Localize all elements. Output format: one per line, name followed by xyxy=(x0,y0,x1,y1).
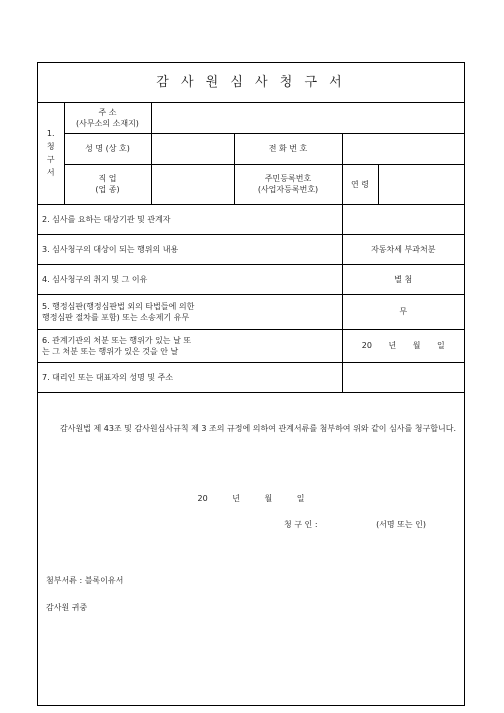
claimant-label: 청 구 인 : xyxy=(284,520,318,529)
row-name xyxy=(38,133,464,164)
prior-appeal-label: 5. 행정심판(행정심판법 외의 타법들에 의한 행정심판 절차를 포함) 또는 소송제기 유무 xyxy=(38,294,342,329)
section1-label: 1. 청 구 서 xyxy=(38,103,64,204)
target-agency-label: 2. 심사를 요하는 대상기관 및 관계자 xyxy=(38,204,342,234)
age-label: 연 령 xyxy=(342,164,378,204)
action-content-label: 3. 심사청구의 대상이 되는 행위의 내용 xyxy=(38,234,342,264)
row-job xyxy=(38,164,464,204)
job-field[interactable] xyxy=(151,164,234,204)
address-label-cell xyxy=(64,103,151,133)
form-title: 감 사 원 심 사 청 구 서 xyxy=(38,63,464,103)
phone-label: 전 화 번 호 xyxy=(234,133,342,164)
action-content-value: 자동차세 부과처분 xyxy=(342,234,464,264)
job-sub-label: (업 종) xyxy=(95,185,120,194)
form-frame xyxy=(37,62,465,706)
purpose-label: 4. 심사청구의 취지 및 그 이유 xyxy=(38,264,342,294)
target-agency-field[interactable] xyxy=(342,204,464,234)
action-date-value: 20 년 월 일 xyxy=(342,329,464,362)
id-sub-label: (사업자등록번호) xyxy=(257,185,319,194)
form-table xyxy=(38,103,464,393)
attachment-note: 첨부서류 : 블록이유서 xyxy=(46,576,124,585)
address-field[interactable] xyxy=(151,103,464,133)
row-prior-appeal xyxy=(38,294,464,329)
row-agent xyxy=(38,362,464,392)
agent-field[interactable] xyxy=(342,362,464,392)
purpose-value: 별 첨 xyxy=(342,264,464,294)
name-field[interactable] xyxy=(151,133,234,164)
agent-label: 7. 대리인 또는 대표자의 성명 및 주소 xyxy=(38,362,342,392)
action-date-label: 6. 관계기관의 처분 또는 행위가 있는 날 또 는 그 처분 또는 행위가 있은 것을 안 날 xyxy=(38,329,342,362)
addressee: 감사원 귀중 xyxy=(46,603,88,612)
row-action-date xyxy=(38,329,464,362)
phone-field[interactable] xyxy=(342,133,464,164)
row-target-agency xyxy=(38,204,464,234)
id-label: 주민등록번호 xyxy=(264,174,312,183)
job-label: 직 업 xyxy=(98,174,117,183)
id-label-cell xyxy=(234,164,342,204)
claim-date: 20 년 월 일 xyxy=(197,494,305,503)
name-label: 성 명 (상 호) xyxy=(64,133,151,164)
claim-statement: 감사원법 제 43조 및 감사원심사규칙 제 3 조의 규정에 의하여 관계서류를 첨부하여 위와 같이 심사를 청구합니다. xyxy=(60,424,456,433)
job-label-cell xyxy=(64,164,151,204)
row-purpose xyxy=(38,264,464,294)
row-action-content xyxy=(38,234,464,264)
age-field[interactable] xyxy=(378,164,464,204)
prior-appeal-value: 무 xyxy=(342,294,464,329)
signature-note: (서명 또는 인) xyxy=(376,520,427,529)
claimant-line xyxy=(284,519,426,530)
row-address xyxy=(38,103,464,133)
address-sub-label: (사무소의 소재지) xyxy=(76,118,139,128)
address-label: 주 소 xyxy=(98,107,117,117)
